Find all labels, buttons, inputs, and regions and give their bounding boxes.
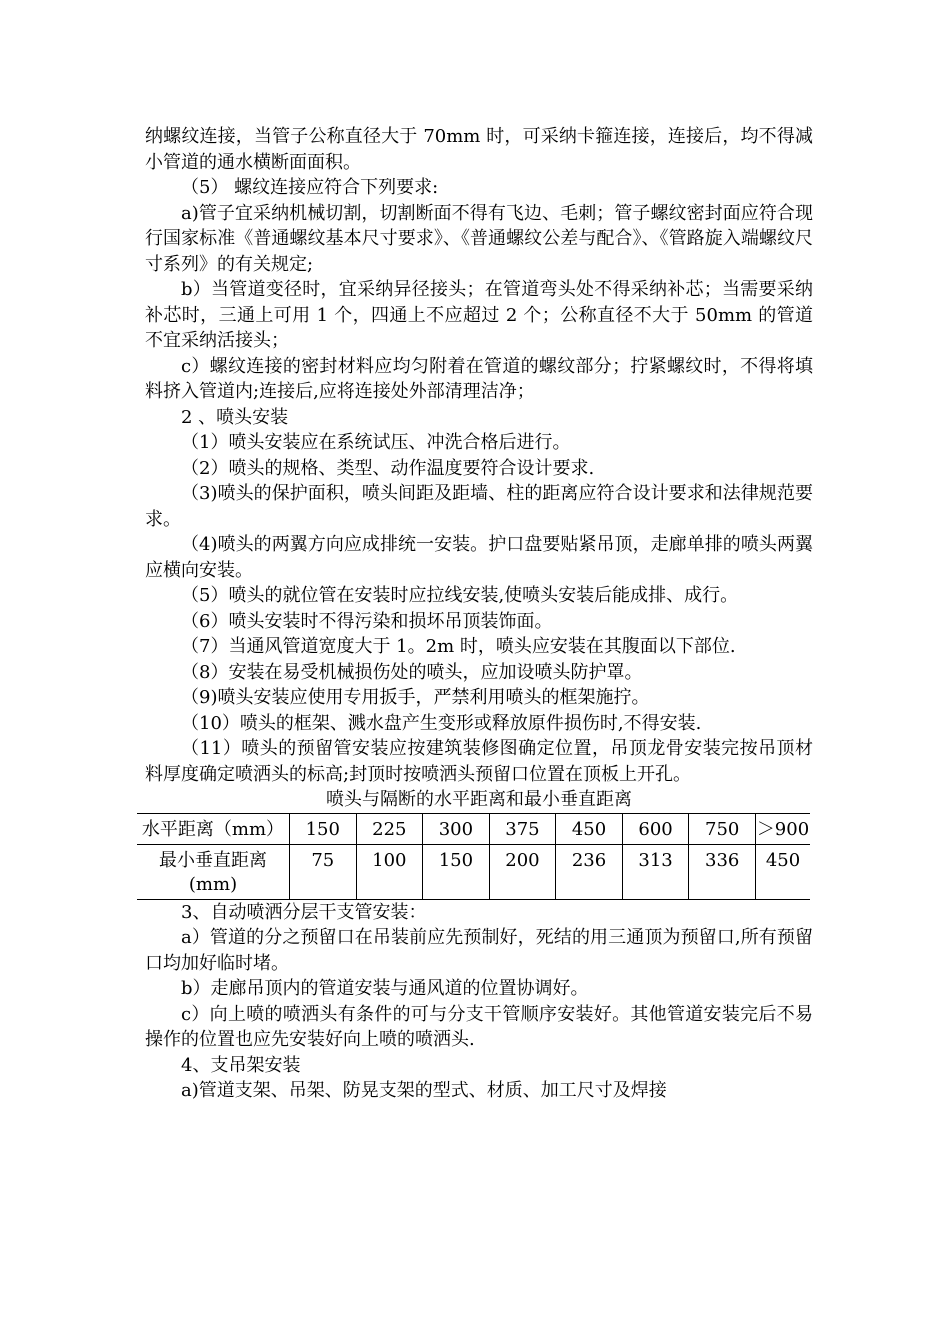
paragraph: a）管道的分之预留口在吊装前应先预制好，死结的用三通顶为预留口,所有预留口均加好临时堵。 <box>145 927 813 974</box>
paragraph: （5）喷头的就位管在安装时应拉线安装,使喷头安装后能成排、成行。 <box>181 585 739 606</box>
section-heading: 2 、喷头安装 <box>181 406 289 428</box>
table-cell: 336 <box>689 844 756 899</box>
section-heading: 4、支吊架安装 <box>181 1054 301 1076</box>
paragraph: （5） 螺纹连接应符合下列要求: <box>181 177 439 198</box>
table-cell: 450 <box>756 844 811 899</box>
table-row <box>137 813 810 844</box>
paragraph: （2）喷头的规格、类型、动作温度要符合设计要求. <box>181 457 595 479</box>
table-cell: 200 <box>489 844 556 899</box>
row-header-min-vertical-distance: 最小垂直距离(mm) <box>137 844 290 899</box>
spacing-table <box>137 813 810 900</box>
table-cell: 150 <box>423 844 490 899</box>
paragraphs-top <box>145 124 813 787</box>
paragraph: （1）喷头安装应在系统试压、冲洗合格后进行。 <box>181 432 571 453</box>
paragraph: （4)喷头的两翼方向应成排统一安装。护口盘要贴紧吊顶，走廊单排的喷头两翼应横向安装。 <box>145 534 813 581</box>
paragraph: b）当管道变径时，宜采纳异径接头；在管道弯头处不得采纳补芯；当需要采纳补芯时，三通上可用 1 个，四通上不应超过 2 个；公称直径不大于 50mm 的管道不宜采纳活接头； <box>145 279 813 351</box>
table-cell: 750 <box>689 813 756 844</box>
paragraph: a)管子宜采纳机械切割，切割断面不得有飞边、毛刺；管子螺纹密封面应符合现行国家标准《普通螺纹基本尺寸要求》、《普通螺纹公差与配合》、《管路旋入端螺纹尺寸系列》的有关规定; <box>145 202 813 275</box>
table-cell: 236 <box>556 844 623 899</box>
paragraph: （10）喷头的框架、溅水盘产生变形或释放原件损伤时,不得安装. <box>181 712 702 734</box>
paragraph: （11）喷头的预留管安装应按建筑装修图确定位置，吊顶龙骨安装完按吊顶材料厚度确定喷洒头的标高;封顶时按喷洒头预留口位置在顶板上开孔。 <box>145 738 813 785</box>
table-caption: 喷头与隔断的水平距离和最小垂直距离 <box>326 789 632 810</box>
paragraph: c）向上喷的喷洒头有条件的可与分支干管顺序安装好。其他管道安装完后不易操作的位置也应先安装好向上喷的喷洒头. <box>145 1003 813 1050</box>
paragraph: （7）当通风管道宽度大于 1。2m 时，喷头应安装在其腹面以下部位. <box>181 636 736 657</box>
paragraphs-bottom <box>145 900 813 1104</box>
table-cell: 300 <box>423 813 490 844</box>
table-cell: 600 <box>622 813 689 844</box>
document-page <box>141 124 813 1104</box>
paragraph: 纳螺纹连接，当管子公称直径大于 70mm 时，可采纳卡箍连接，连接后，均不得减小管道的通水横断面面积。 <box>145 126 813 173</box>
paragraph: a)管道支架、吊架、防晃支架的型式、材质、加工尺寸及焊接 <box>181 1080 667 1101</box>
table-cell: 75 <box>290 844 357 899</box>
paragraph: （8）安装在易受机械损伤处的喷头，应加设喷头防护罩。 <box>181 661 643 683</box>
table-cell: 375 <box>489 813 556 844</box>
table-cell: 313 <box>622 844 689 899</box>
table-row <box>137 844 810 899</box>
table-cell: 150 <box>290 813 357 844</box>
table-cell: 100 <box>356 844 423 899</box>
paragraph: b）走廊吊顶内的管道安装与通风道的位置协调好。 <box>181 978 589 999</box>
paragraph: （9)喷头安装应使用专用扳手，严禁利用喷头的框架施拧。 <box>181 687 650 708</box>
table-cell: 450 <box>556 813 623 844</box>
table-cell: ＞900 <box>756 813 811 844</box>
paragraph: c）螺纹连接的密封材料应均匀附着在管道的螺纹部分；拧紧螺纹时，不得将填料挤入管道内;连接后,应将连接处外部清理洁净； <box>145 355 813 402</box>
paragraph: （3)喷头的保护面积，喷头间距及距墙、柱的距离应符合设计要求和法律规范要求。 <box>145 483 813 530</box>
paragraph: （6）喷头安装时不得污染和损坏吊顶装饰面。 <box>181 610 553 632</box>
row-header-horizontal-distance: 水平距离（mm） <box>137 813 290 844</box>
section-heading: 3、自动喷洒分层干支管安装： <box>181 901 427 923</box>
table-cell: 225 <box>356 813 423 844</box>
